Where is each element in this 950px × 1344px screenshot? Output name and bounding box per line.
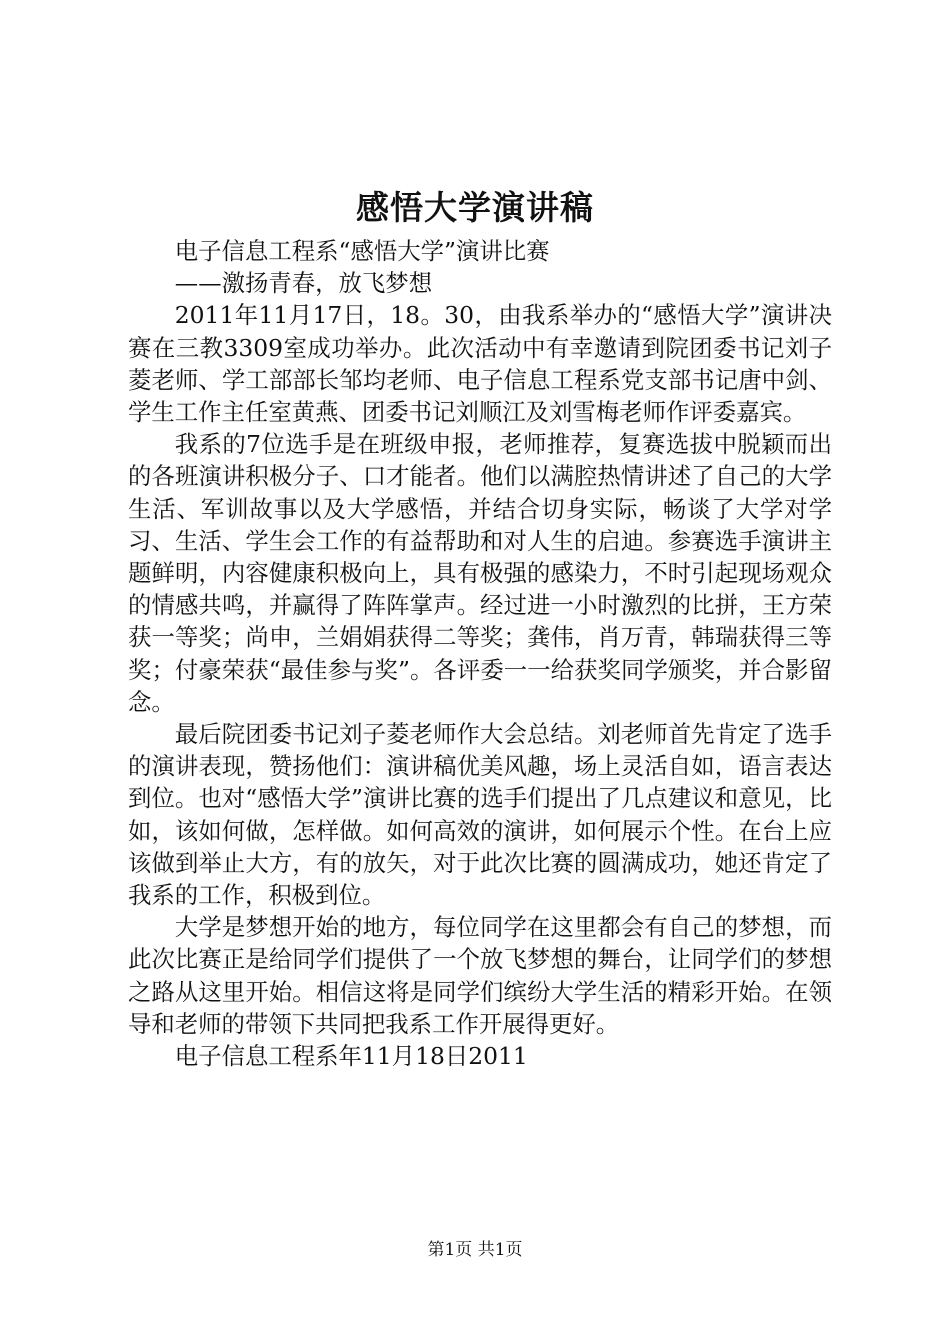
paragraph-closing: 大学是梦想开始的地方，每位同学在这里都会有自己的梦想，而此次比赛正是给同学们提供了一个放飞梦想的舞台，让同学们的梦想之路从这里开始。相信这将是同学们缤纷大学生活的精彩开始。在领导和老师的带领下共同把我系工作开展得更好。 (128, 913, 832, 1038)
paragraph-contestants: 我系的7位选手是在班级申报，老师推荐，复赛选拔中脱颖而出的各班演讲积极分子、口才能者。他们以满腔热情讲述了自己的大学生活、军训故事以及大学感悟，并结合切身实际，畅谈了大学对学习、生活、学生会工作的有益帮助和对人生的启迪。参赛选手演讲主题鲜明，内容健康积极向上，具有极强的感染力，不时引起现场观众的情感共鸣，并赢得了阵阵掌声。经过进一小时激烈的比拼，王方荣获一等奖；尚申，兰娟娟获得二等奖；龚伟，肖万青，韩瑞获得三等奖；付豪荣获“最佳参与奖”。各评委一一给获奖同学颁奖，并合影留念。 (128, 430, 832, 716)
slogan-line: ——激扬青春，放飞梦想 (174, 269, 433, 298)
paragraph-summary: 最后院团委书记刘子菱老师作大会总结。刘老师首先肯定了选手的演讲表现，赞扬他们：演讲稿优美风趣，场上灵活自如，语言表达到位。也对“感悟大学”演讲比赛的选手们提出了几点建议和意见，比如，该如何做，怎样做。如何高效的演讲，如何展示个性。在台上应该做到举止大方，有的放矢，对于此次比赛的圆满成功，她还肯定了我系的工作，积极到位。 (128, 720, 832, 910)
document-body (128, 235, 832, 1072)
document-title: 感悟大学演讲稿 (356, 188, 594, 227)
page-number-footer: 第1页 共1页 (427, 1240, 523, 1260)
signature-line: 电子信息工程系年11月18日2011 (174, 1042, 528, 1071)
paragraph-event-intro: 2011年11月17日，18。30，由我系举办的“感悟大学”演讲决赛在三教3309室成功举办。此次活动中有幸邀请到院团委书记刘子菱老师、学工部部长邹均老师、电子信息工程系党支部书记唐中剑、学生工作主任室黄燕、团委书记刘顺江及刘雪梅老师作评委嘉宾。 (128, 301, 832, 427)
subtitle-line: 电子信息工程系“感悟大学”演讲比赛 (174, 237, 550, 265)
